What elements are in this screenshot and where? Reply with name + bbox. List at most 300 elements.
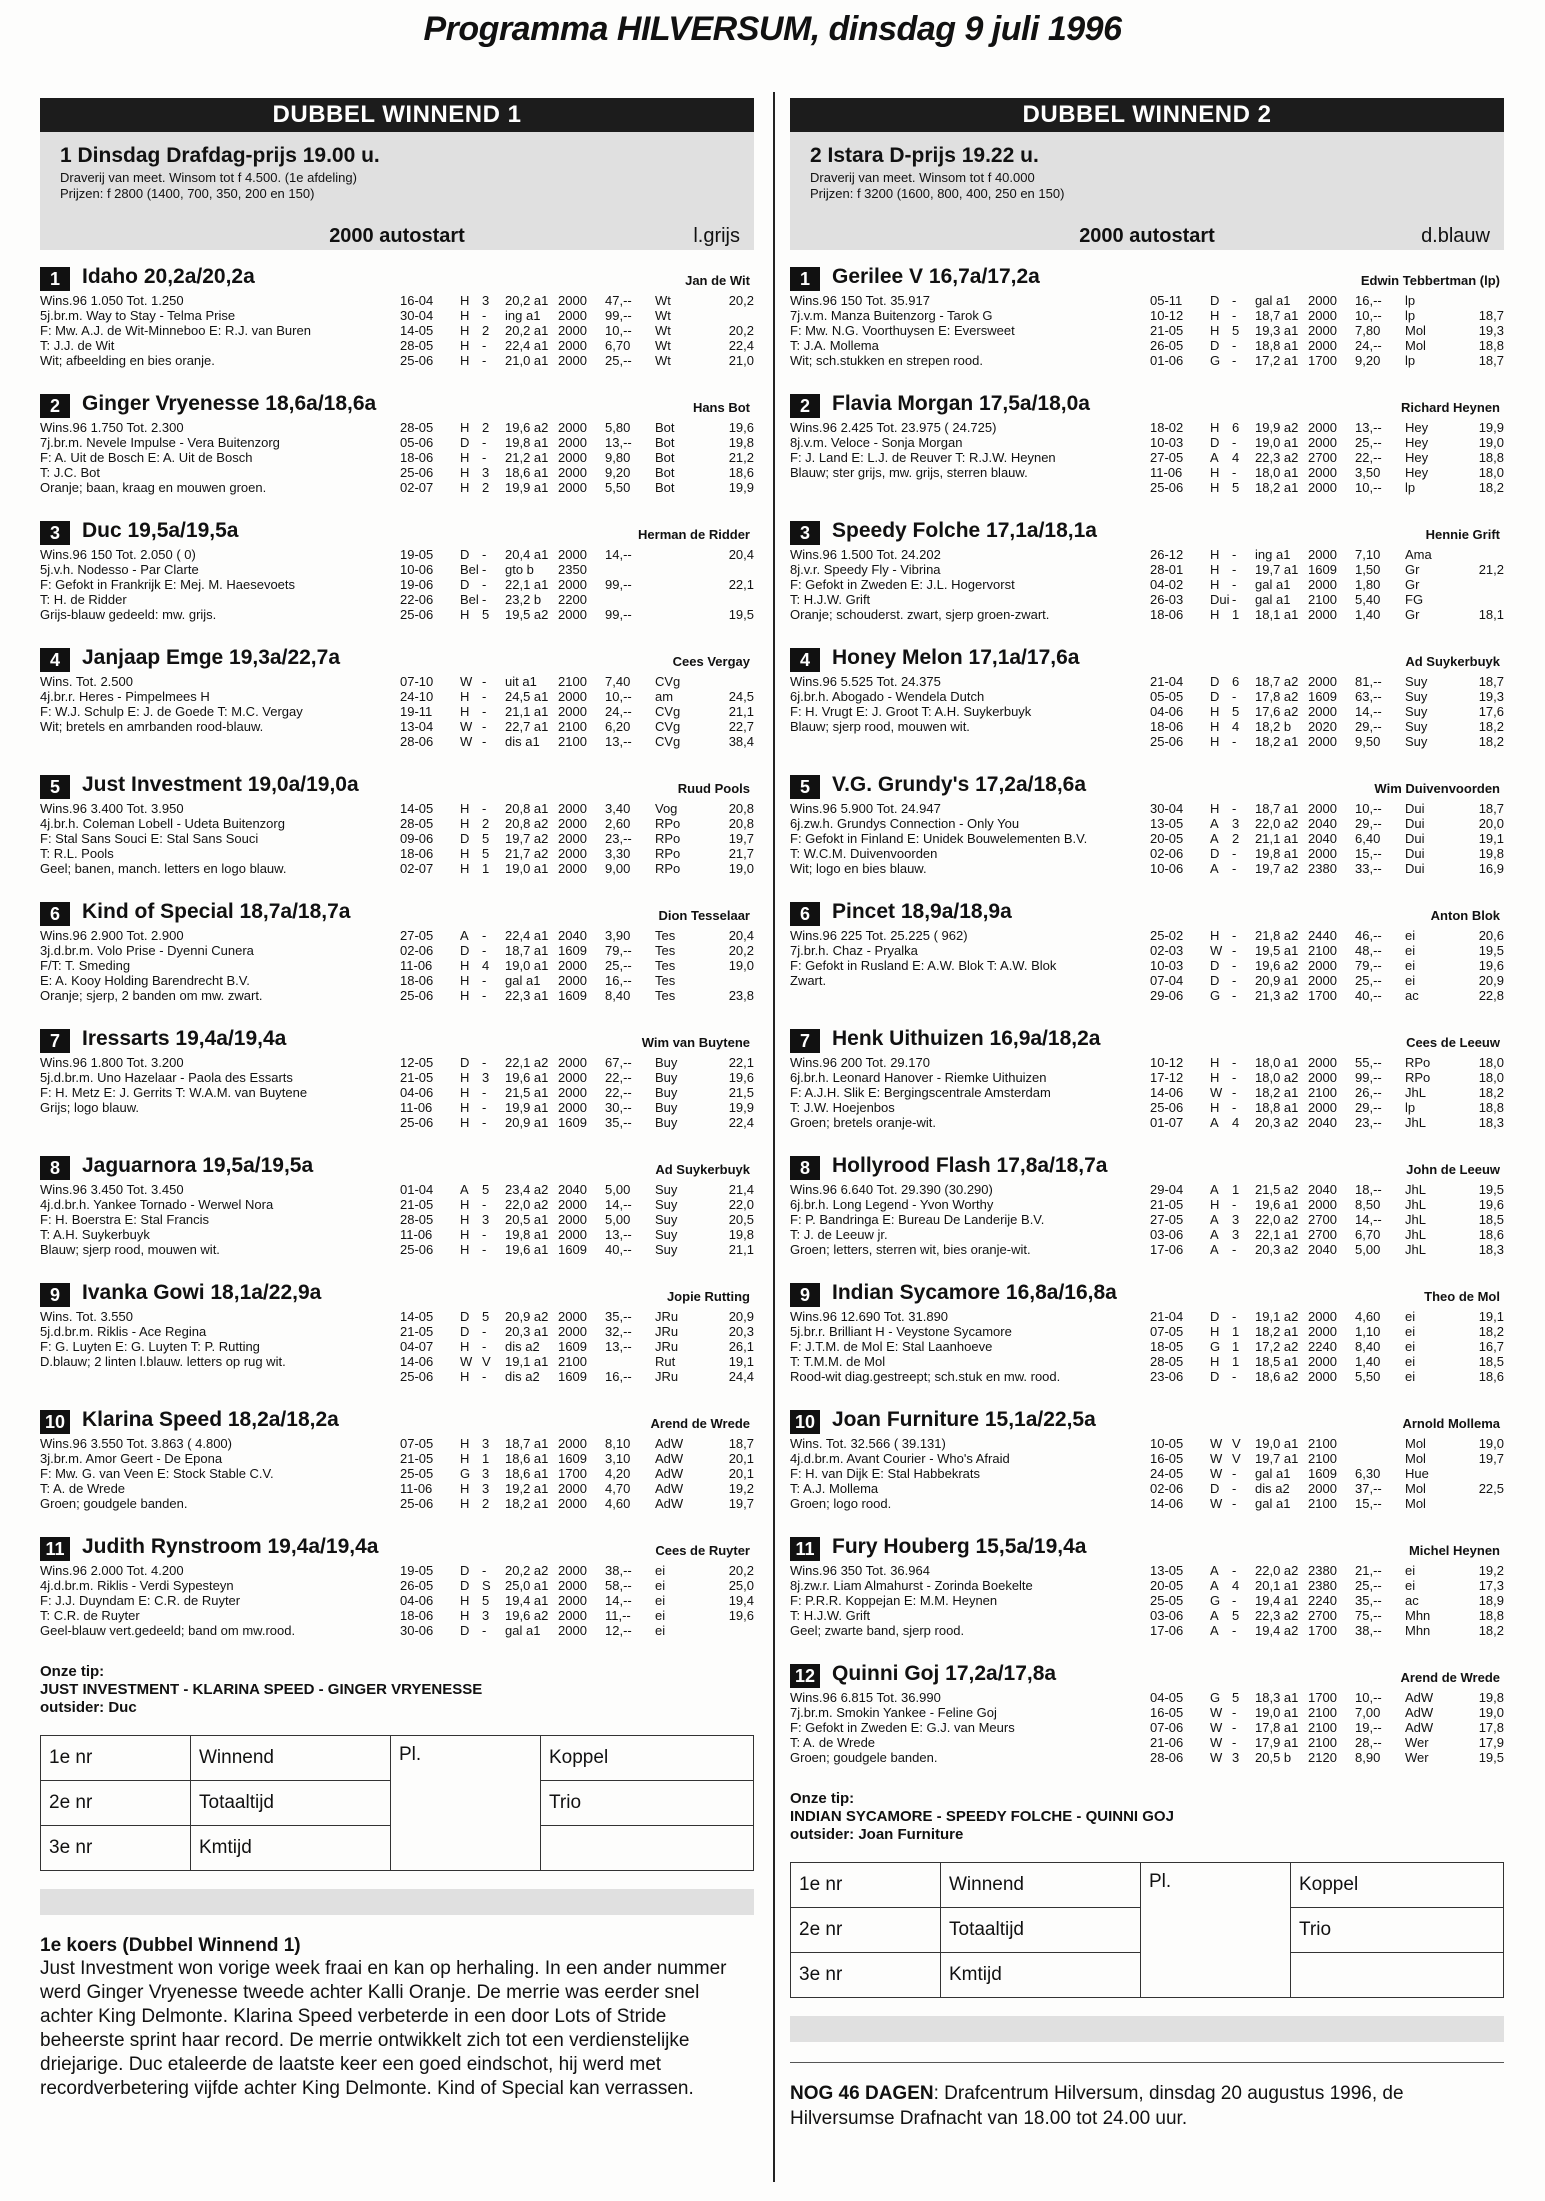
result-cell: 5 bbox=[482, 1182, 490, 1197]
result-row bbox=[400, 958, 754, 973]
result-cell: 18-06 bbox=[400, 846, 434, 861]
result-cell: JhL bbox=[1405, 1182, 1426, 1197]
result-cell: 19,0 bbox=[1478, 1705, 1504, 1720]
result-cell: 18,7 a1 bbox=[1255, 801, 1299, 816]
grid-cell-1e-nr[interactable]: 1e nr bbox=[41, 1736, 191, 1781]
result-cell: V bbox=[1232, 1451, 1241, 1466]
result-cell: 2000 bbox=[558, 1436, 587, 1451]
result-cell: 19,0 a1 bbox=[505, 861, 549, 876]
result-cell: 21,7 bbox=[728, 846, 754, 861]
result-cell: 22,4 bbox=[728, 1115, 754, 1130]
result-cell: 1 bbox=[482, 1451, 490, 1466]
result-cell: 2000 bbox=[558, 1070, 587, 1085]
result-cell: - bbox=[1232, 1070, 1237, 1085]
horse-info-line: F: Mw. G. van Veen E: Stock Stable C.V. bbox=[40, 1466, 274, 1481]
result-cell: CVg bbox=[655, 734, 681, 749]
horse-info-line: T: J.W. Hoejenbos bbox=[790, 1100, 895, 1115]
grid-cell-totaaltijd[interactable]: Totaaltijd bbox=[191, 1781, 391, 1826]
horse-driver: Theo de Mol bbox=[1424, 1289, 1500, 1304]
race-prizes: Prijzen: f 2800 (1400, 700, 350, 200 en 150) bbox=[60, 186, 315, 201]
result-cell: 19,6 a2 bbox=[505, 1608, 549, 1623]
result-cell: 5,80 bbox=[605, 420, 631, 435]
result-cell: 07-10 bbox=[400, 674, 434, 689]
horse-info-line: Geel; banen, manch. letters en logo blauw. bbox=[40, 861, 287, 876]
grid-cell-trio[interactable]: Trio bbox=[1291, 1908, 1504, 1953]
result-cell: 1,40 bbox=[1355, 1354, 1381, 1369]
result-cell: dis a1 bbox=[505, 734, 540, 749]
result-cell: Bot bbox=[655, 420, 675, 435]
horse-details bbox=[790, 547, 1504, 637]
result-cell: 2100 bbox=[1308, 592, 1337, 607]
horse-details bbox=[40, 1182, 754, 1272]
horse-info-line: T: W.C.M. Duivenvoorden bbox=[790, 846, 938, 861]
horse-info-line: 7j.br.m. Smokin Yankee - Feline Goj bbox=[790, 1705, 997, 1720]
result-cell: 2000 bbox=[558, 323, 587, 338]
horse-driver: Arnold Mollema bbox=[1402, 1416, 1500, 1431]
horse-name: Duc 19,5a/19,5a bbox=[82, 519, 239, 542]
result-row bbox=[1150, 465, 1504, 480]
result-cell: Suy bbox=[655, 1242, 678, 1257]
result-cell: 18,2 bbox=[1478, 1085, 1504, 1100]
grid-cell-winnend[interactable]: Winnend bbox=[941, 1863, 1141, 1908]
result-cell: 02-06 bbox=[1150, 1481, 1184, 1496]
grid-cell-winnend[interactable]: Winnend bbox=[191, 1736, 391, 1781]
result-cell: 38,-- bbox=[1355, 1623, 1382, 1638]
result-cell: 19-11 bbox=[400, 704, 433, 719]
result-cell: - bbox=[482, 928, 487, 943]
horse-details bbox=[40, 801, 754, 891]
result-cell: 18,8 a1 bbox=[1255, 1100, 1299, 1115]
result-cell: 16,9 bbox=[1478, 861, 1504, 876]
horse-info-line: 6j.zw.h. Grundys Connection - Only You bbox=[790, 816, 1020, 831]
result-row bbox=[1150, 719, 1504, 734]
horse-results bbox=[1150, 1690, 1504, 1765]
horse-number: 5 bbox=[790, 775, 820, 799]
result-cell: 18,5 bbox=[1478, 1212, 1504, 1227]
result-cell: 2000 bbox=[558, 577, 587, 592]
result-cell: 21-04 bbox=[1150, 1309, 1184, 1324]
horse-info-line: 6j.br.h. Long Legend - Yvon Worthy bbox=[790, 1197, 994, 1212]
result-cell: 19,8 bbox=[1478, 1690, 1504, 1705]
result-cell: 4 bbox=[1232, 1578, 1240, 1593]
result-cell: - bbox=[1232, 1623, 1237, 1638]
result-row bbox=[400, 846, 754, 861]
horse-info-line: E: A. Kooy Holding Barendrecht B.V. bbox=[40, 973, 250, 988]
result-cell: - bbox=[482, 547, 487, 562]
horse-driver: Michel Heynen bbox=[1408, 1543, 1500, 1558]
result-cell: Suy bbox=[655, 1197, 678, 1212]
horse-entry bbox=[40, 647, 754, 764]
horse-info-line: Wins.96 6.640 Tot. 29.390 (30.290) bbox=[790, 1182, 993, 1197]
result-cell: 1,10 bbox=[1355, 1324, 1381, 1339]
result-cell: 20,2 a1 bbox=[505, 293, 549, 308]
result-cell: 3 bbox=[482, 1481, 490, 1496]
horse-header bbox=[790, 393, 1504, 420]
horse-header bbox=[40, 1155, 754, 1182]
result-cell: 6,40 bbox=[1355, 831, 1381, 846]
result-cell: 2000 bbox=[558, 1481, 587, 1496]
horse-details bbox=[40, 293, 754, 383]
result-cell: ac bbox=[1405, 1593, 1419, 1608]
result-cell: - bbox=[482, 801, 487, 816]
result-cell: 27-05 bbox=[1150, 450, 1184, 465]
result-cell: 19,8 a1 bbox=[1255, 846, 1299, 861]
result-cell: 29-06 bbox=[1150, 988, 1184, 1003]
result-cell: ei bbox=[655, 1563, 666, 1578]
result-cell: 23,-- bbox=[605, 831, 632, 846]
race-prizes: Prijzen: f 3200 (1600, 800, 400, 250 en 150) bbox=[810, 186, 1065, 201]
grid-cell-kmtijd[interactable]: Kmtijd bbox=[941, 1953, 1141, 1998]
result-cell: 22,0 bbox=[728, 1197, 754, 1212]
result-cell: dis a2 bbox=[505, 1339, 540, 1354]
result-cell: 1609 bbox=[1308, 1466, 1337, 1481]
result-cell: 1700 bbox=[1308, 1690, 1337, 1705]
horse-entry bbox=[40, 393, 754, 510]
result-cell: 15,-- bbox=[1355, 846, 1382, 861]
horse-details bbox=[790, 1436, 1504, 1526]
result-cell: H bbox=[460, 323, 470, 338]
result-cell: H bbox=[460, 1339, 470, 1354]
result-cell: 2100 bbox=[1308, 1496, 1337, 1511]
horse-driver: Jopie Rutting bbox=[666, 1289, 750, 1304]
result-cell: 11-06 bbox=[1150, 465, 1183, 480]
result-cell: 63,-- bbox=[1355, 689, 1382, 704]
horse-info-line: 5j.d.br.m. Uno Hazelaar - Paola des Essarts bbox=[40, 1070, 293, 1085]
horse-results bbox=[1150, 420, 1504, 495]
result-cell: - bbox=[1232, 1720, 1237, 1735]
result-cell: 2000 bbox=[558, 816, 587, 831]
result-cell: 17,6 a2 bbox=[1255, 704, 1299, 719]
result-cell: 05-05 bbox=[1150, 689, 1184, 704]
result-cell: 18,2 a1 bbox=[1255, 480, 1299, 495]
result-cell: 3 bbox=[482, 1070, 490, 1085]
result-row bbox=[400, 1623, 754, 1638]
result-cell: 20,4 bbox=[728, 928, 754, 943]
result-cell: 2000 bbox=[558, 689, 587, 704]
result-cell: ei bbox=[1405, 973, 1416, 988]
result-cell: 2000 bbox=[1308, 734, 1337, 749]
horse-info-line: F/T: T. Smeding bbox=[40, 958, 131, 973]
result-cell: H bbox=[460, 480, 470, 495]
horse-name: Flavia Morgan 17,5a/18,0a bbox=[832, 392, 1090, 415]
result-cell: 4 bbox=[1232, 719, 1240, 734]
result-row bbox=[1150, 1750, 1504, 1765]
result-cell: lp bbox=[1405, 293, 1416, 308]
result-cell: Buy bbox=[655, 1055, 678, 1070]
grid-cell-empty[interactable] bbox=[541, 1826, 754, 1871]
result-cell: H bbox=[1210, 607, 1220, 622]
horse-driver: John de Leeuw bbox=[1406, 1162, 1500, 1177]
result-cell: 10,-- bbox=[1355, 308, 1382, 323]
result-cell: W bbox=[1210, 1085, 1223, 1100]
result-cell: 20,2 bbox=[728, 323, 754, 338]
result-cell: 18,-- bbox=[1355, 1182, 1382, 1197]
result-cell: 19,0 a1 bbox=[505, 958, 549, 973]
result-cell: 5,00 bbox=[1355, 1242, 1381, 1257]
result-row bbox=[400, 562, 754, 577]
horse-info-line: 4j.br.r. Heres - Pimpelmees H bbox=[40, 689, 210, 704]
horse-results bbox=[400, 1055, 754, 1130]
result-row bbox=[1150, 1070, 1504, 1085]
result-cell: G bbox=[460, 1466, 471, 1481]
result-row bbox=[1150, 734, 1504, 749]
result-cell: 18,3 bbox=[1478, 1115, 1504, 1130]
horse-header bbox=[40, 266, 754, 293]
result-cell: 99,-- bbox=[605, 308, 632, 323]
result-cell: 20,2 bbox=[728, 1563, 754, 1578]
result-cell: H bbox=[1210, 1070, 1220, 1085]
result-cell: 20-05 bbox=[1150, 831, 1184, 846]
grid-cell-pl[interactable]: Pl. bbox=[391, 1736, 541, 1871]
result-row bbox=[400, 1496, 754, 1511]
result-cell: D bbox=[460, 831, 470, 846]
result-cell: 29,-- bbox=[1355, 719, 1382, 734]
result-cell: Tes bbox=[655, 943, 676, 958]
result-cell: 2240 bbox=[1308, 1339, 1337, 1354]
result-row bbox=[400, 1227, 754, 1242]
result-cell: CVg bbox=[655, 719, 681, 734]
result-row bbox=[400, 801, 754, 816]
result-cell: 11-06 bbox=[400, 1100, 433, 1115]
result-cell: 26-12 bbox=[1150, 547, 1184, 562]
result-row bbox=[1150, 1690, 1504, 1705]
result-cell: H bbox=[460, 465, 470, 480]
result-cell: 2000 bbox=[558, 1100, 587, 1115]
result-cell: 18,0 bbox=[1478, 465, 1504, 480]
result-cell: 5 bbox=[1232, 704, 1240, 719]
horse-results bbox=[1150, 293, 1504, 368]
result-cell: 2000 bbox=[558, 1085, 587, 1100]
result-cell: 3 bbox=[482, 1436, 490, 1451]
result-cell: 5 bbox=[482, 846, 490, 861]
result-cell: D bbox=[1210, 1369, 1220, 1384]
result-row bbox=[1150, 1369, 1504, 1384]
result-cell: 19,2 bbox=[728, 1481, 754, 1496]
result-cell: - bbox=[1232, 1242, 1237, 1257]
horse-details bbox=[40, 1563, 754, 1653]
race-description: Draverij van meet. Winsom tot f 40.000 bbox=[810, 170, 1035, 185]
result-cell: - bbox=[482, 1339, 487, 1354]
result-cell: Suy bbox=[655, 1182, 678, 1197]
result-cell: 5 bbox=[1232, 1690, 1240, 1705]
horse-info-line: Blauw; sjerp rood, mouwen wit. bbox=[40, 1242, 220, 1257]
result-cell: 25-06 bbox=[400, 353, 434, 368]
result-cell: 10,-- bbox=[1355, 1690, 1382, 1705]
horse-number: 8 bbox=[790, 1156, 820, 1180]
result-cell: 28-06 bbox=[1150, 1750, 1184, 1765]
horse-name: Fury Houberg 15,5a/19,4a bbox=[832, 1535, 1087, 1558]
result-row bbox=[1150, 861, 1504, 876]
result-row bbox=[1150, 1451, 1504, 1466]
horse-entry bbox=[790, 1409, 1504, 1526]
result-cell: 2100 bbox=[558, 1354, 587, 1369]
result-cell: 25-06 bbox=[400, 1369, 434, 1384]
result-cell: 18,9 bbox=[1478, 1593, 1504, 1608]
result-cell: 2040 bbox=[558, 928, 587, 943]
result-cell: - bbox=[1232, 846, 1237, 861]
tip-outsider: outsider: Duc bbox=[40, 1699, 137, 1716]
result-cell: - bbox=[1232, 734, 1237, 749]
grid-cell-koppel[interactable]: Koppel bbox=[1291, 1863, 1504, 1908]
result-cell: lp bbox=[1405, 308, 1416, 323]
result-row bbox=[400, 1563, 754, 1578]
result-cell: 17,9 bbox=[1478, 1735, 1504, 1750]
result-cell: A bbox=[1210, 1182, 1219, 1197]
horse-info-line: Wins.96 350 Tot. 36.964 bbox=[790, 1563, 930, 1578]
horse-details bbox=[790, 420, 1504, 510]
result-cell: 28-05 bbox=[400, 338, 434, 353]
horse-info bbox=[790, 801, 1150, 876]
result-cell: W bbox=[1210, 1496, 1223, 1511]
result-cell: H bbox=[1210, 420, 1220, 435]
result-cell: 23-06 bbox=[1150, 1369, 1184, 1384]
result-cell: 2100 bbox=[1308, 1720, 1337, 1735]
horse-results bbox=[1150, 547, 1504, 622]
result-cell: 7,10 bbox=[1355, 547, 1381, 562]
horse-info-line: Wins. Tot. 2.500 bbox=[40, 674, 133, 689]
horse-info-line: Blauw; sjerp rood, mouwen wit. bbox=[790, 719, 970, 734]
result-cell: 5 bbox=[482, 831, 490, 846]
result-cell: 2020 bbox=[1308, 719, 1337, 734]
result-cell: 18,2 a1 bbox=[505, 1496, 549, 1511]
result-cell: gal a1 bbox=[505, 973, 541, 988]
result-cell: 19,0 bbox=[1478, 435, 1504, 450]
grid-cell-3e-nr[interactable]: 3e nr bbox=[41, 1826, 191, 1871]
result-cell: 10,-- bbox=[605, 323, 632, 338]
horse-header bbox=[40, 1282, 754, 1309]
result-cell: 10-06 bbox=[400, 562, 434, 577]
result-cell: 21-05 bbox=[1150, 1197, 1184, 1212]
grid-cell-3e-nr[interactable]: 3e nr bbox=[791, 1953, 941, 1998]
result-cell: Gr bbox=[1405, 607, 1420, 622]
horse-info-line: T: A. de Wrede bbox=[790, 1735, 876, 1750]
result-cell: Dui bbox=[1405, 816, 1425, 831]
result-cell: 10,-- bbox=[605, 689, 632, 704]
result-cell: 09-06 bbox=[400, 831, 434, 846]
horse-results bbox=[1150, 674, 1504, 749]
result-cell: Wt bbox=[655, 308, 671, 323]
result-cell: 22,-- bbox=[605, 1085, 632, 1100]
horse-results bbox=[1150, 1563, 1504, 1638]
result-cell: Dui bbox=[1210, 592, 1230, 607]
result-cell: 12-05 bbox=[400, 1055, 434, 1070]
horse-details bbox=[790, 1690, 1504, 1780]
grid-cell-trio[interactable]: Trio bbox=[541, 1781, 754, 1826]
result-cell: 5,50 bbox=[605, 480, 631, 495]
result-row bbox=[400, 1242, 754, 1257]
result-cell: 28-05 bbox=[400, 816, 434, 831]
result-cell: - bbox=[1232, 562, 1237, 577]
horse-driver: Hans Bot bbox=[692, 400, 750, 415]
result-cell: 1609 bbox=[558, 1369, 587, 1384]
result-cell: 22,4 a1 bbox=[505, 338, 549, 353]
result-cell: 28-06 bbox=[400, 734, 434, 749]
horse-info-line: Wins.96 5.900 Tot. 24.947 bbox=[790, 801, 941, 816]
result-row bbox=[1150, 973, 1504, 988]
result-cell: 2000 bbox=[1308, 607, 1337, 622]
horse-info-line: T: C.R. de Ruyter bbox=[40, 1608, 140, 1623]
our-tip bbox=[790, 1790, 1504, 1844]
horse-info-line: Wins.96 2.425 Tot. 23.975 ( 24.725) bbox=[790, 420, 997, 435]
horse-entry bbox=[40, 1536, 754, 1653]
horse-driver: Ad Suykerbuyk bbox=[1405, 654, 1500, 669]
grid-cell-totaaltijd[interactable]: Totaaltijd bbox=[941, 1908, 1141, 1953]
result-cell: 28-05 bbox=[400, 420, 434, 435]
grid-cell-empty[interactable] bbox=[1291, 1953, 1504, 1998]
result-cell: 29,-- bbox=[1355, 1100, 1382, 1115]
result-row bbox=[1150, 801, 1504, 816]
result-cell: 20,2 a2 bbox=[505, 1563, 549, 1578]
result-row bbox=[1150, 1182, 1504, 1197]
horse-results bbox=[1150, 1436, 1504, 1511]
horse-results bbox=[1150, 1182, 1504, 1257]
result-cell: 30,-- bbox=[605, 1100, 632, 1115]
result-cell: AdW bbox=[1405, 1720, 1434, 1735]
grid-cell-pl[interactable]: Pl. bbox=[1141, 1863, 1291, 1998]
result-cell: - bbox=[1232, 1496, 1237, 1511]
grid-cell-2e-nr[interactable]: 2e nr bbox=[791, 1908, 941, 1953]
result-row bbox=[1150, 1212, 1504, 1227]
result-cell: 18,2 bbox=[1478, 719, 1504, 734]
result-row bbox=[400, 1593, 754, 1608]
result-cell: 4 bbox=[1232, 1115, 1240, 1130]
result-cell: 28-01 bbox=[1150, 562, 1184, 577]
result-cell: 3 bbox=[482, 1608, 490, 1623]
result-cell: Suy bbox=[1405, 734, 1428, 749]
horse-entry bbox=[40, 520, 754, 637]
result-cell: 2000 bbox=[1308, 973, 1337, 988]
horse-header bbox=[790, 1155, 1504, 1182]
result-cell: 2000 bbox=[1308, 480, 1337, 495]
result-row bbox=[400, 1608, 754, 1623]
result-cell: 19-05 bbox=[400, 547, 434, 562]
result-cell: 4,20 bbox=[605, 1466, 631, 1481]
horse-number: 7 bbox=[790, 1029, 820, 1053]
result-cell: Hue bbox=[1405, 1466, 1429, 1481]
grid-cell-kmtijd[interactable]: Kmtijd bbox=[191, 1826, 391, 1871]
result-cell: 19,9 bbox=[728, 1100, 754, 1115]
grid-cell-koppel[interactable]: Koppel bbox=[541, 1736, 754, 1781]
result-cell: D bbox=[460, 943, 470, 958]
result-cell: 22,-- bbox=[605, 1070, 632, 1085]
result-cell: H bbox=[460, 1369, 470, 1384]
result-row bbox=[1150, 1496, 1504, 1511]
result-cell: dis a2 bbox=[505, 1369, 540, 1384]
result-cell: 18,1 bbox=[1478, 607, 1504, 622]
result-row bbox=[400, 1055, 754, 1070]
result-row bbox=[1150, 308, 1504, 323]
horse-name: Speedy Folche 17,1a/18,1a bbox=[832, 519, 1097, 542]
horse-info bbox=[790, 1563, 1150, 1638]
grid-cell-2e-nr[interactable]: 2e nr bbox=[41, 1781, 191, 1826]
result-cell: ei bbox=[1405, 958, 1416, 973]
result-cell: 10-12 bbox=[1150, 1055, 1184, 1070]
result-cell: 21,8 a2 bbox=[1255, 928, 1299, 943]
result-cell: A bbox=[1210, 861, 1219, 876]
horse-info-line: 5j.br.r. Brilliant H - Veystone Sycamore bbox=[790, 1324, 1012, 1339]
result-cell: 19,6 bbox=[1478, 958, 1504, 973]
result-cell: 2000 bbox=[558, 1623, 587, 1638]
result-cell: JRu bbox=[655, 1309, 679, 1324]
grid-cell-1e-nr[interactable]: 1e nr bbox=[791, 1863, 941, 1908]
result-row bbox=[1150, 816, 1504, 831]
result-cell: 18,2 a1 bbox=[1255, 734, 1299, 749]
result-cell: 9,20 bbox=[605, 465, 631, 480]
result-cell: 18,6 a1 bbox=[505, 1466, 549, 1481]
result-cell: W bbox=[1210, 1436, 1223, 1451]
result-cell: 2000 bbox=[1308, 465, 1337, 480]
result-cell: 1,80 bbox=[1355, 577, 1381, 592]
